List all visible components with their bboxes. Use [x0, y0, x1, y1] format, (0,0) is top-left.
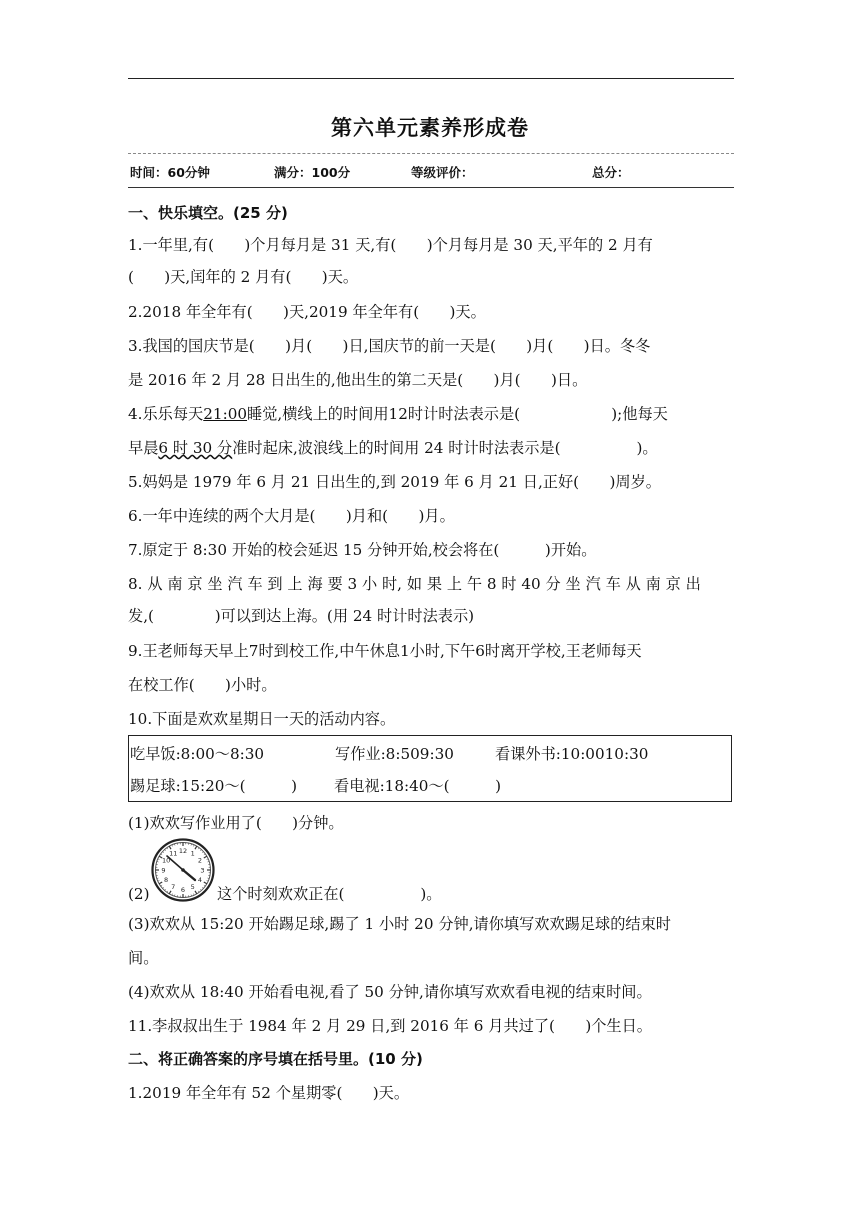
dashed-divider — [128, 153, 734, 154]
question-4-text-c: 早晨 — [128, 439, 159, 457]
question-10-2-label: (2) — [128, 885, 150, 903]
question-10-3-line-1: (3)欢欢从 15:20 开始踢足球,踢了 1 小时 20 分钟,请你填写欢欢踢足球的结束时 — [128, 915, 671, 933]
header-divider — [128, 187, 734, 188]
clock-number: 9 — [161, 866, 166, 875]
question-9-line-2: 在校工作( )小时。 — [128, 676, 277, 694]
schedule-tv: 看电视:18:40～( ) — [334, 777, 502, 795]
question-9-line-1: 9.王老师每天早上7时到校工作,中午休息1小时,下午6时离开学校,王老师每天 — [128, 642, 642, 660]
grade-label: 等级评价： — [411, 165, 474, 180]
question-8-line-2: 发,( )可以到达上海。(用 24 时计时法表示) — [128, 607, 475, 625]
section-2-question-1: 1.2019 年全年有 52 个星期零( )天。 — [128, 1084, 410, 1102]
top-rule — [128, 78, 734, 79]
question-6: 6.一年中连续的两个大月是( )月和( )月。 — [128, 507, 455, 525]
section-heading-fill-blank: 一、快乐填空。(25 分) — [128, 204, 288, 222]
full-score-label: 满分：100分 — [274, 165, 351, 180]
schedule-reading: 看课外书:10:0010:30 — [495, 745, 649, 763]
schedule-homework: 写作业:8:509:30 — [335, 745, 454, 763]
question-4-line-2 — [128, 438, 734, 458]
page-title: 第六单元素养形成卷 — [331, 116, 529, 140]
question-10-4: (4)欢欢从 18:40 开始看电视,看了 50 分钟,请你填写欢欢看电视的结束时间。 — [128, 983, 652, 1001]
wavy-underlined-time: 6 时 30 分 — [158, 439, 233, 457]
underlined-time: 21:00 — [203, 405, 248, 423]
clock-number: 3 — [200, 866, 205, 875]
total-score-label: 总分： — [592, 165, 630, 180]
question-4-text-a: 4.乐乐每天 — [128, 405, 204, 423]
question-11: 11.李叔叔出生于 1984 年 2 月 29 日,到 2016 年 6 月共过了( )个生日。 — [128, 1017, 652, 1035]
clock-number: 4 — [197, 876, 202, 885]
question-10-3-line-2: 间。 — [128, 949, 159, 967]
question-1-line-1: 1.一年里,有( )个月每月是 31 天,有( )个月每月是 30 天,平年的 2 月有 — [128, 236, 653, 254]
exam-info-row — [128, 163, 734, 183]
question-10-intro: 10.下面是欢欢星期日一天的活动内容。 — [128, 710, 396, 728]
clock-number: 5 — [190, 883, 195, 892]
clock-number: 11 — [169, 849, 178, 858]
question-10-1: (1)欢欢写作业用了( )分钟。 — [128, 814, 344, 832]
question-5: 5.妈妈是 1979 年 6 月 21 日出生的,到 2019 年 6 月 21 日,正好( )周岁。 — [128, 473, 661, 491]
question-10-2-text: 这个时刻欢欢正在( )。 — [217, 885, 442, 903]
schedule-breakfast: 吃早饭:8:00～8:30 — [130, 745, 265, 763]
question-8-line-1: 8. 从 南 京 坐 汽 车 到 上 海 要 3 小 时, 如 果 上 午 8 时 40 分 坐 汽 车 从 南 京 出 — [128, 575, 701, 593]
question-4-text-b: 睡觉,横线上的时间用12时计时法表示是( );他每天 — [247, 405, 668, 423]
clock-number: 12 — [178, 846, 188, 855]
question-3-line-1: 3.我国的国庆节是( )月( )日,国庆节的前一天是( )月( )日。冬冬 — [128, 337, 651, 355]
clock-number: 6 — [180, 885, 186, 894]
schedule-box — [128, 735, 732, 802]
clock-number: 7 — [171, 883, 176, 892]
schedule-football: 踢足球:15:20～( ) — [130, 777, 298, 795]
question-3-line-2: 是 2016 年 2 月 28 日出生的,他出生的第二天是( )月( )日。 — [128, 371, 588, 389]
clock-number: 10 — [161, 856, 171, 865]
question-7: 7.原定于 8:30 开始的校会延迟 15 分钟开始,校会将在( )开始。 — [128, 541, 597, 559]
question-1-line-2: ( )天,闰年的 2 月有( )天。 — [128, 268, 359, 286]
question-2: 2.2018 年全年有( )天,2019 年全年有( )天。 — [128, 303, 486, 321]
question-4-line-1 — [128, 404, 734, 424]
time-label: 时间：60分钟 — [130, 165, 210, 180]
clock-number: 1 — [190, 849, 195, 858]
clock-number: 2 — [197, 856, 202, 865]
section-heading-multiple-choice: 二、将正确答案的序号填在括号里。(10 分) — [128, 1050, 423, 1068]
question-4-text-d: 准时起床,波浪线上的时间用 24 时计时法表示是( )。 — [232, 439, 658, 457]
clock-number: 8 — [164, 876, 169, 885]
